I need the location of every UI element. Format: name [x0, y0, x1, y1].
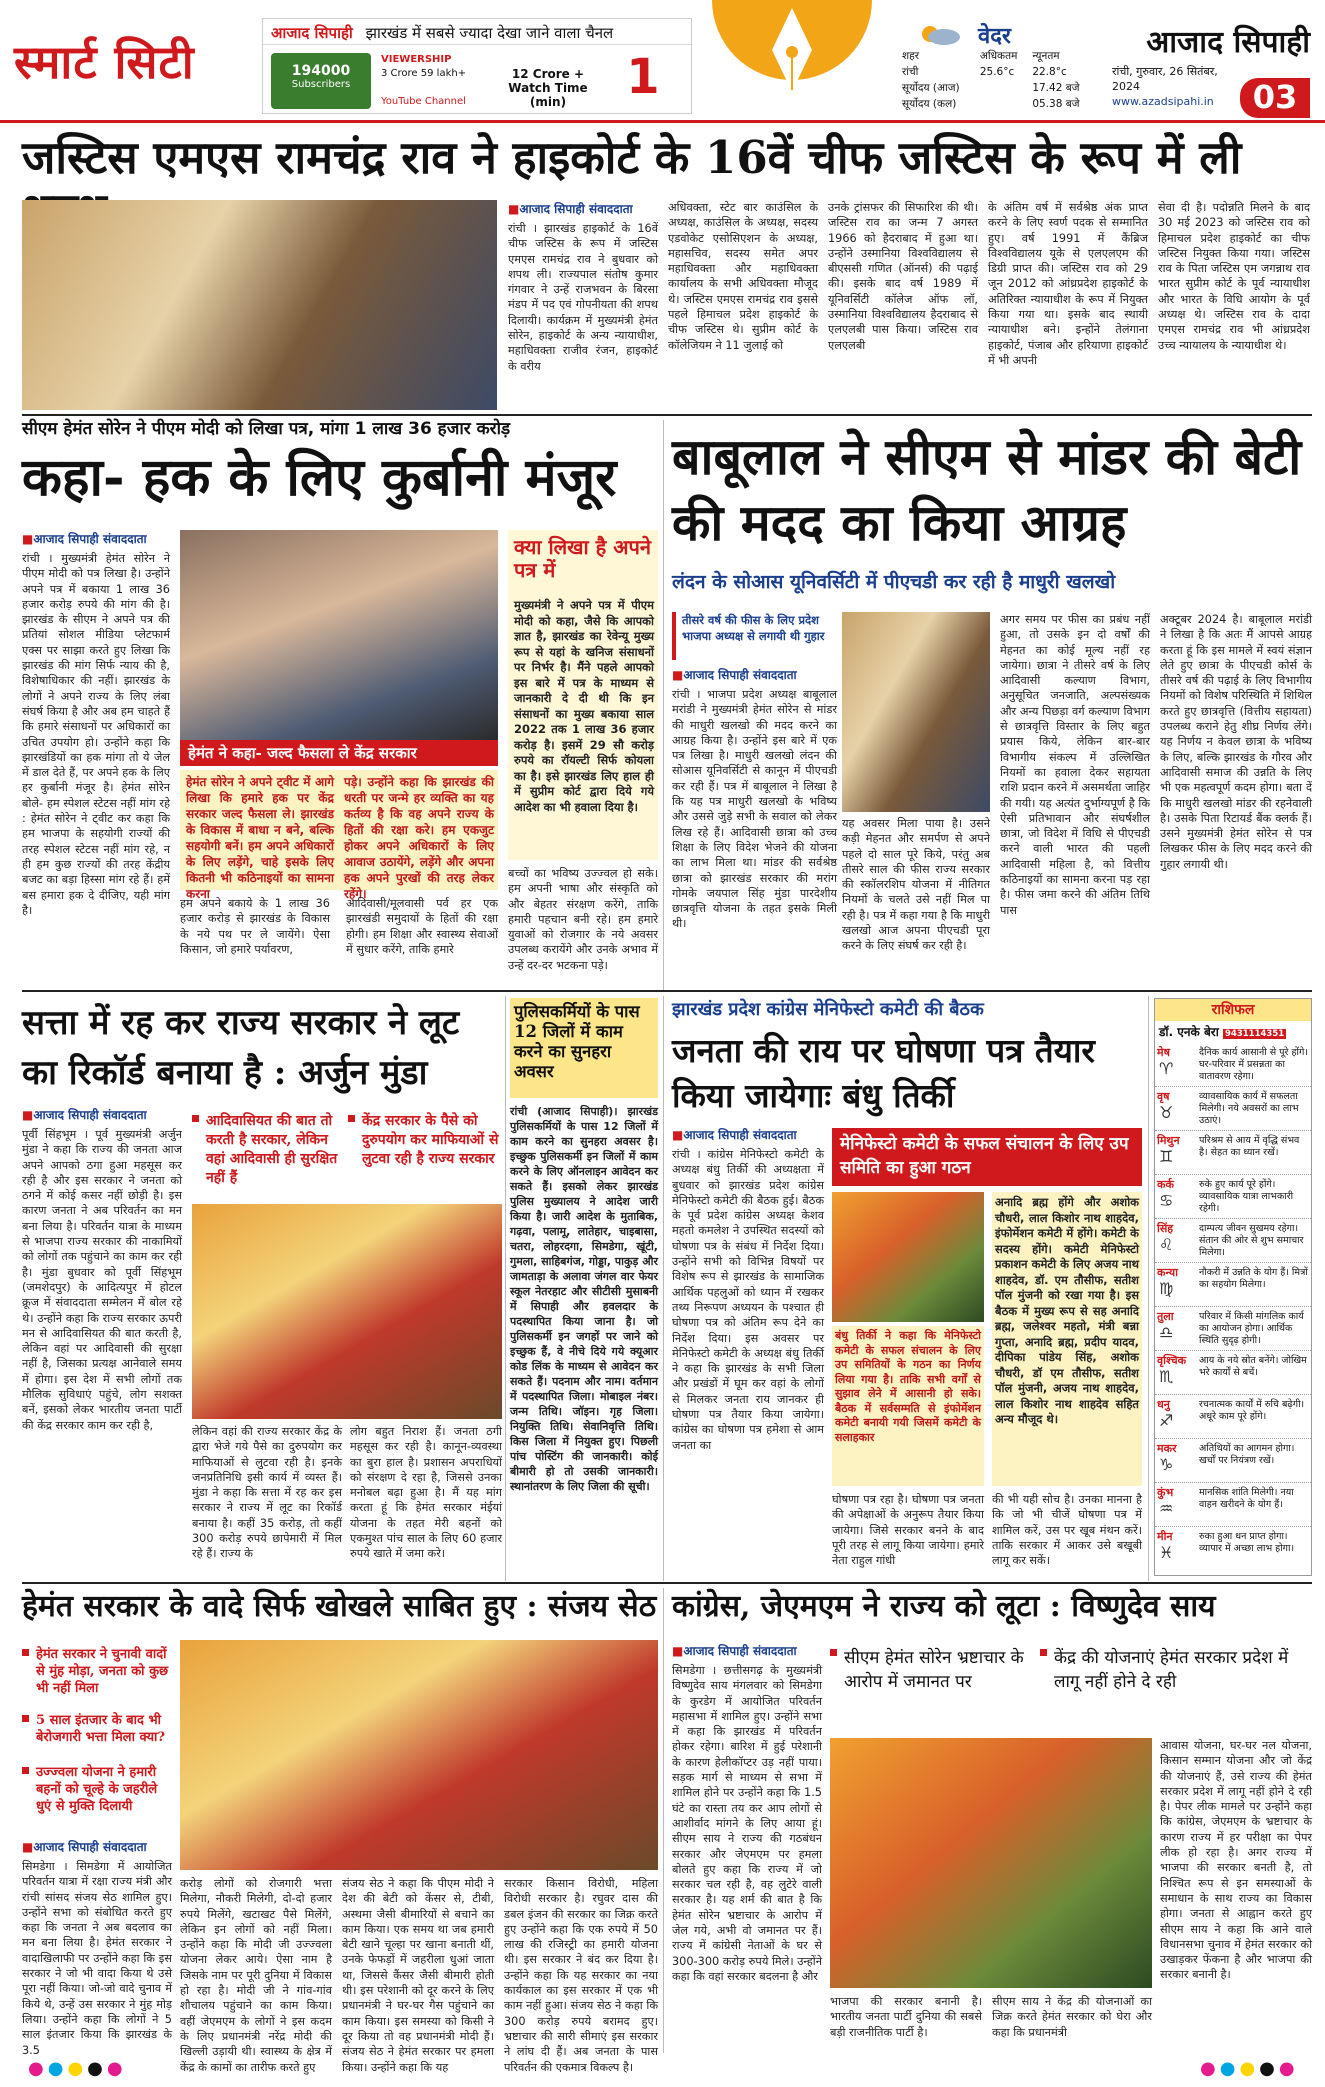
story2-kicker: सीएम हेमंत सोरेन ने पीएम मोदी को लिखा पत्र, मांगा 1 लाख 36 हजार करोड़: [22, 419, 511, 439]
story2-box-title: क्या लिखा है अपने पत्र में: [514, 535, 652, 582]
ad-watch-time: 12 Crore + Watch Time (min): [508, 67, 588, 109]
rashifal-author-line: [1159, 1023, 1309, 1041]
rashi-taurus: [1155, 1087, 1311, 1131]
page-number: 03: [1240, 78, 1310, 118]
story4-quote-1: आदिवासियत की बात तो करती है सरकार, लेकिन वहां आदिवासी ही सुरक्षित नहीं हैं: [192, 1112, 342, 1196]
story1-col1: [508, 200, 658, 410]
ad-viewership-label: VIEWERSHIP: [381, 54, 452, 65]
rashi-text: परिश्रम से आय में वृद्धि संभव है। सेहत का ध्यान रखें।: [1199, 1135, 1300, 1158]
story4-photo: [192, 1204, 502, 1419]
story1-headline: जस्टिस एमएस रामचंद्र राव ने हाइकोर्ट के 16वें चीफ जस्टिस के रूप में ली: [22, 131, 1242, 184]
pen-nib-logo: [702, 0, 882, 120]
capricorn-icon: ♑: [1159, 1455, 1174, 1474]
rashi-aquarius: [1155, 1483, 1311, 1527]
story3-subhead: लंदन के सोआस यूनिवर्सिटी में पीएचडी कर रही है माधुरी खलखो: [672, 571, 1116, 593]
weather-table: [900, 48, 1095, 112]
story2-box-text: मुख्यमंत्री ने अपने पत्र में पीएम मोदी को कहा, जैसे कि आपको ज्ञात है, झारखंड का रेवेन्यू मुख्य रूप से यहां के खनिज संसाधनों पर निर्भर है। मैंने पहले आपको इस बारे में पत्र के माध्यम से जानकारी दे दी थी कि इन संसाधनों का मुख्य बकाया साल 2022 तक 1 लाख 36 हजार करोड़ है। इसमें 29 सौ करोड़ रुपये का रॉयल्टी सिर्फ कोयला का है। इसे झारखंड लिए हाल ही में सुप्रीम कोर्ट द्वारा दिये गये आदेश का भी हवाला दिया है।: [514, 598, 654, 814]
virgo-icon: ♍: [1159, 1279, 1174, 1298]
rashi-text: आय के नये स्रोत बनेंगे। जोखिम भरे कार्यों से बचें।: [1199, 1355, 1307, 1378]
column-divider-4: [1148, 996, 1149, 1581]
column-divider-2: [505, 996, 506, 1581]
rashi-name: धनु: [1157, 1398, 1170, 1411]
story6-headline: जनता की राय पर घोषणा पत्र तैयार किया जायेगाः बंधु तिर्की: [672, 1031, 1095, 1115]
leo-icon: ♌: [1159, 1235, 1174, 1254]
story1-col3: उनके ट्रांसफर की सिफारिश की थी। जस्टिस राव का जन्म 7 अगस्त 1966 को हैदराबाद में हुआ था। उन्होंने उस्मानिया विश्वविद्यालय से बीएससी गणित (ऑनर्स) की पढ़ाई की। इसके बाद वर्ष 1989 में यूनिवर्सिटी कॉलेज ऑफ लॉ, उस्मानिया विश्वविद्यालय हैदराबाद से एलएलबी पास किया। जस्टिस राव एलएलबी: [828, 201, 978, 352]
story7-col2: करोड़ लोगों को रोजगारी भत्ता मिलेगा, नौकरी मिलेगी, दो-दो हजार रुपये मिलेंगे, खटाखट पैसे मिलेंगे, लेकिन इन लोगों को नहीं मिला। उन्होंने कहा कि मोदी जी उज्ज्वला योजना लेकर आये। ऐसा नाम है जिसके नाम पर पूरी दुनिया में विकास हो रहा है। मोदी जी ने गांव-गांव शौचालय पहुंचाने का काम किया। वहीं जेएमएम के लोगों ने इस कदम के लिए प्रधानमंत्री नरेंद्र मोदी की खिल्ली उड़ायी थी। स्वास्थ्य के क्षेत्र में केंद्र के कामों का तारीफ करते हुए: [180, 1877, 332, 2074]
story2-text: रांची । मुख्यमंत्री हेमंत सोरेन ने पीएम मोदी को पत्र लिखा है। उन्होंने अपने पत्र में बकाया 1 लाख 36 हजार करोड़ रुपये की मांग की है। झारखंड के सीएम ने अपने पत्र की प्रतियां सोशल मीडिया प्लेटफार्म एक्स पर साझा करते हुए लिखा कि झारखंड की मांग सिर्फ न्याय की है, विशेषाधिकार की नहीं। झारखंड के लोगों ने अपने राज्य के लिए लंबा संघर्ष किया है और अब हम चाहते हैं कि हमारे संसाधनों पर अधिकारों का उचित उपयोग हो। उन्होंने कहा कि झारखंडियों का हक मांगा तो ये जेल में डाल देते हैं, पर अपने हक के लिए हर कुर्बानी मंजूर है। हेमंत सोरेन बोले- हम स्पेशल स्टेटस नहीं मांग रहे : हेमंत सोरेन ने ट्वीट कर कहा कि हम भाजपा के सहयोगी राज्यों की तरह स्पेशल स्टेटस नहीं मांग रहे, न ही हम कुछ राज्यों की तरह केंद्रीय बजट का बड़ा हिस्सा मांग रहे हैं। हमें बस हमारा हक दे दीजिए, यही मांग है।: [22, 552, 170, 917]
ad-viewership: [381, 53, 481, 109]
story7-byline: ■ आजाद सिपाही संवाददाता: [22, 1838, 172, 1855]
weather-col-min: न्यूनतम: [1032, 50, 1060, 62]
story8-col3: सीएम साय ने केंद्र की योजनाओं का जिक्र करते हेमंत सरकार को घेरा और कहा कि प्रधानमंत्री: [992, 1995, 1152, 2039]
rashi-gemini: [1155, 1131, 1311, 1175]
story2-box-after: बच्चों का भविष्य उज्ज्वल हो सके। हम अपनी भाषा और संस्कृति को और बेहतर संरक्षण करेंगे, ताकि हमारी पहचान बनी रहे। हम हमारे युवाओं को रोजगार के नये अवसर उपलब्ध करायेंगे और उनके अभाव में उन्हें दर-दर भटकना पड़े।: [508, 867, 658, 972]
story4-col1: [22, 1106, 182, 1576]
rashi-sagittarius: [1155, 1395, 1311, 1439]
rashi-name: कर्क: [1157, 1178, 1174, 1191]
mid-rule: [22, 990, 1312, 992]
story6-hl-text: अनादि ब्रह्म होंगे और अशोक चौधरी, लाल किशोर नाथ शाहदेव, इंफोर्मेशन कमेटी में होंगे। कमेटी के सदस्य होंगे। कमेटी मेनिफेस्टो प्रकाशन कमेटी के लिए अजय नाथ शाहदेव, डॉ. एम तौसीफ, सतीश पॉल मुंजनी को रखा गया है। इस बैठक में मुख्य रूप से सह अनादि ब्रह्म, जलेश्वर महतो, मंत्री बन्ना गुप्ता, अनादि ब्रह्म, प्रदीप यादव, दीपिका पांडेय सिंह, अशोक चौधरी, डॉ एम तौसीफ, सतीश पॉल मुंजनी, अजय नाथ शाहदेव, लाल किशोर नाथ शाहदेव सहित अन्य मौजूद थे।: [992, 1192, 1142, 1486]
story2-bottom-left: हम अपने बकाये के 1 लाख 36 हजार करोड़ से झारखंड के विकास के नये पथ पर ले जायेंगे। ऐसा किसान, जो हमारे पर्यावरण,: [180, 897, 330, 956]
story2-byline: ■ आजाद सिपाही संवाददाता: [22, 530, 170, 547]
story1-col5: सेवा दी है। पदोन्नति मिलने के बाद 30 मई 2023 को जस्टिस राव को हिमाचल प्रदेश हाइकोर्ट का चीफ जस्टिस नियुक्त किया गया। जस्टिस राव के पिता जस्टिस एम जगन्नाथ राव भारत सुप्रीम कोर्ट के पूर्व न्यायाधीश और भारत के विधि आयोग के पूर्व अध्यक्ष थे। जस्टिस राव के दादा एमएस रामचंद्र राव भी आंध्रप्रदेश उच्च न्यायालय के न्यायाधीश थे।: [1158, 201, 1310, 352]
weather-col-max: अधिकतम: [979, 50, 1018, 62]
story3-col4: अक्टूबर 2024 है। बाबूलाल मरांडी ने लिखा है कि अतः मैं आपसे आग्रह करता हूं कि इस मामले में स्वयं संज्ञान लेते हुए छात्रा के पीएचडी कोर्स के तीसरे वर्ष की पढ़ाई के लिए विभागीय नियमों को विशेष परिस्थिति में शिथिल करते हुए छात्रवृत्ति (वित्तीय सहायता) उपलब्ध कराने हेतु शीघ्र निर्णय लेंगे। यह निर्णय न केवल छात्रा के भविष्य के लिए, बल्कि झारखंड के गौरव और आदिवासी समाज की उन्नति के लिए भी एक महत्वपूर्ण कदम होगा। बता दें कि माधुरी खलखो मांडर की रहनेवाली है। उसके पिता रिटायर्ड बैंक क्लर्क हैं। उसने मुख्यमंत्री हेमंत सोरेन से पत्र लिखकर फीस के लिए मदद करने की गुहार लगायी थी।: [1160, 613, 1312, 871]
story3-photo: [842, 612, 990, 812]
rashi-aries: [1155, 1043, 1311, 1087]
story6-redband: मेनिफेस्टो कमेटी के सफल संचालन के लिए उप समिति का हुआ गठन: [832, 1128, 1142, 1186]
story7-quote-1: हेमंत सरकार ने चुनावी वादों से मुंह मोड़ा, जनता को कुछ भी नहीं मिला: [22, 1646, 172, 1706]
rashi-libra: [1155, 1307, 1311, 1351]
story4-text: पूर्वी सिंहभूम । पूर्व मुख्यमंत्री अर्जुन मुंडा ने कहा कि राज्य की जनता आज अपने आपको ठगा हुआ महसूस कर रही है और इस सरकार ने जनता को ठगने में कोई कसर नहीं छोड़ी है। इस कारण जनता ने अब परिवर्तन का मन बना लिया है। परिवर्तन यात्रा के माध्यम से भाजपा राज्य सरकार की नाकामियों को लोगों तक पहुंचाने का काम कर रही है। मुंडा बुधवार को पूर्वी सिंहभूम (जमशेदपुर) के आदित्यपुर में होटल क्रूज में संवाददाता सम्मेलन में बोल रहे थे। उन्होंने कहा कि राज्य सरकार ऊपरी मन से आदिवासियत की बात करती है, लेकिन वहां पर आदिवासी की सुरक्षा नहीं है, जिसका प्रत्यक्ष आनेवाले समय में होगा। इस देश में सभी लोगों तक मौलिक सुविधाएं पहुंचे, लोग सशक्त बनें, इसको लेकर भारतीय जनता पार्टी की केंद्र सरकार काम कर रही है,: [22, 1128, 182, 1432]
story6-text: रांची । कांग्रेस मेनिफेस्टो कमेटी के अध्यक्ष बंधु तिर्की की अध्यक्षता में बुधवार को झारखंड प्रदेश कांग्रेस मेनिफेस्टो कमेटी की बैठक हुई। बैठक के पूर्व प्रदेश कांग्रेस अध्यक्ष केशव महतो कमलेश ने उपस्थित सदस्यों को घोषणा पत्र के संबंध में निर्देश दिया। उन्होंने सभी को विभिन्न विषयों पर विशेष रूप से झारखंड के सामाजिक आर्थिक पहलुओं को ध्यान में रखकर तथ्य निरूपण अध्ययन के पश्चात ही घोषणा पत्र को अंतिम रूप देने का निर्देश दिया। इस अवसर पर मेनिफेस्टो कमेटी के अध्यक्ष बंधु तिर्की ने कहा कि झारखंड के सभी जिला और प्रखंडों में घूम कर वहां के लोगों से मिलकर जनता राय जानकर ही घोषणा पत्र तैयार किया जायेगा। कांग्रेस का घोषणा पत्र हमेशा से आम जनता का: [672, 1148, 824, 1452]
story6-photo-caption: बंधु तिर्की ने कहा कि मेनिफेस्टो कमेटी के सफल संचालन के लिए उप समितियों के गठन का निर्णय लिया गया है। ताकि सभी वर्गों से सुझाव लेने में आसानी हो सके। बैठक में सर्वसम्मति से इंफोर्मेशन कमेटी बनायी गयी जिसमें कमेटी के सलाहकार: [832, 1326, 984, 1486]
rashifal-author: डॉ. एनके बेरा: [1159, 1025, 1219, 1039]
paper-name: आजाद सिपाही: [1146, 25, 1310, 60]
rashifal-phone: 9431114351: [1225, 1029, 1285, 1039]
rashi-text: मानसिक शांति मिलेगी। नया वाहन खरीदने के योग हैं।: [1199, 1487, 1294, 1510]
story4-byline: ■ आजाद सिपाही संवाददाता: [22, 1106, 182, 1123]
bottom-rule: [22, 1582, 1312, 1584]
cloud-sun-icon: [910, 22, 966, 46]
aquarius-icon: ♒: [1159, 1499, 1174, 1518]
dateline: [1100, 64, 1230, 108]
sunrise-tomorrow-label: सूर्योदय (कल): [902, 98, 957, 110]
rashi-text: रुका हुआ धन प्राप्त होगा। व्यापार में अच्छा लाभ होगा।: [1199, 1531, 1295, 1554]
story8-col1: [672, 1642, 822, 2050]
ad-top-line: [263, 19, 691, 45]
story4-quote-2: केंद्र सरकार के पैसे को दुरुपयोग कर माफियाओं से लुटवा रही है राज्य सरकार: [348, 1112, 500, 1196]
story4-col2: लेकिन वहां की राज्य सरकार केंद्र के द्वारा भेजे गये पैसे का दुरुपयोग कर माफियाओं से लुटवा रही है। इनके जनप्रतिनिधि इसी कार्य में व्यस्त हैं। मुंडा ने कहा कि सत्ता में रह कर इस सरकार ने राज्य में लूट का रिकॉर्ड बनाया है। कहीं 35 करोड़, तो कहीं 300 करोड़ रुपये छापेमारी में मिल रहे हैं। राज्य के: [192, 1425, 342, 1561]
column-divider-5: [663, 1588, 664, 2053]
weather-title: वेदर: [978, 24, 1011, 49]
registration-dots-left: ●●●●●: [28, 2058, 127, 2079]
rashi-name: सिंह: [1157, 1222, 1174, 1235]
story1-photo: [22, 200, 497, 410]
ad-youtube: YouTube Channel: [381, 96, 466, 107]
pisces-icon: ♓: [1159, 1543, 1174, 1562]
sunrise-label: सूर्योदय (आज): [902, 82, 960, 94]
ad-channel-name: आजाद सिपाही: [271, 24, 353, 42]
ad-subscribers-badge: [271, 53, 371, 109]
rashi-name: कुंभ: [1157, 1486, 1174, 1499]
weather-box: [900, 20, 1095, 116]
story1-byline: ■ आजाद सिपाही संवाददाता: [508, 200, 658, 217]
rashi-capricorn: [1155, 1439, 1311, 1483]
story2-photo: [180, 530, 498, 740]
rashi-name: मकर: [1157, 1442, 1177, 1455]
story7-col3: संजय सेठ ने कहा कि पीएम मोदी ने देश की बेटी को केंसर से, टीबी, अस्थमा जैसी बीमारियों से बचाने का काम किया। एक समय था जब हमारी बेटी खाने चूल्हा पर खाना बनाती थीं, उनके फेफड़ों में जहरीला धुआं जाता था, जिससे कैंसर जैसी बीमारी होती थी। इस परेशानी को दूर करने के लिए प्रधानमंत्री ने घर-घर गैस पहुंचाने का काम किया। इस समस्या को किसी ने दूर किया तो वह प्रधानमंत्री मोदी हैं। संजय सेठ ने हेमंत सरकार पर हमला किया। उन्होंने कहा कि यह: [342, 1877, 494, 2074]
rashifal-box: [1154, 998, 1312, 1576]
story3-col3: अगर समय पर फीस का प्रबंध नहीं हुआ, तो उसके इन दो वर्षों की मेहनत का कोई मूल्य नहीं रह जायेगा। छात्रा ने तीसरे वर्ष के लिए आदिवासी कल्याण विभाग, अनुसूचित जनजाति, अल्पसंख्यक और अन्य पिछड़ा वर्ग कल्याण विभाग से छात्रवृत्ति विस्तार के लिए बहुत प्रयास किये, लेकिन बार-बार विभागीय संकल्प में उल्लिखित नियमों का हवाला देकर सहायता राशि प्रदान करने में असमर्थता जाहिर की गयी। यह अत्यंत दुर्भाग्यपूर्ण है कि ऐसी प्रतिभावान और संघर्षशील छात्रा, जो विदेश में विधि से पीएचडी करने वाली भारत की पहली आदिवासी महिला है, को वित्तीय कठिनाइयों का सामना करना पड़ रहा है। फीस जमा करने की अंतिम तिथि पास: [1000, 613, 1150, 917]
story2-bottom-right: आदिवासी/मूलवासी पर्व हर एक झारखंडी समुदायों के हितों की रक्षा होगी। हम शिक्षा और स्वास्थ्य सेवाओं में सुधार करेंगे, ताकि हमारे: [346, 897, 498, 956]
rashi-name: वृष: [1157, 1090, 1170, 1103]
story7-col4: सरकार किसान विरोधी, महिला विरोधी सरकार है। रघुवर दास की डबल इंजन की सरकार का जिक्र करते हुए उन्होंने कहा कि एक रुपये में 50 लाख की रजिस्ट्री का हमारी योजना थी। इस सरकार ने बंद कर दिया है। उन्होंने कहा कि यह सरकार का नया कार्यकाल का इस सरकार में एक भी काम नहीं हुआ। संजय सेठ ने कहा कि 300 करोड़ रुपये बरामद हुए। भ्रष्टाचार की सारी सीमाएं इस सरकार ने लांघ दी हैं। अब जनता के पास परिवर्तन की एकमात्र विकल्प है।: [504, 1877, 658, 2074]
weather-max: 25.6°c: [979, 66, 1015, 78]
ad-tagline: झारखंड में सबसे ज्यादा देखा जाने वाला चैनल: [365, 24, 614, 42]
rashi-name: तुला: [1157, 1310, 1174, 1323]
ad-views: 3 Crore 59 lakh+: [381, 68, 467, 79]
story8-quote-2: केंद्र की योजनाएं हेमंत सरकार प्रदेश में लागू नहीं होने दे रही: [1040, 1646, 1312, 1730]
story1-rule: [22, 414, 1312, 416]
rashi-text: नौकरी में उन्नति के योग हैं। मित्रों का सहयोग मिलेगा।: [1199, 1267, 1308, 1290]
story3-byline: ■ आजाद सिपाही संवाददाता: [672, 666, 837, 683]
gemini-icon: ♊: [1159, 1147, 1174, 1166]
story1-text-1: रांची । झारखंड हाइकोर्ट के 16वें चीफ जस्टिस के रूप में जस्टिस एमएस रामचंद्र राव ने बुधवार को शपथ ली। राज्यपाल संतोष कुमार गंगवार ने उन्हें राजभवन के बिरसा मंडप में पद एवं गोपनीयता की शपथ दिलायी। कार्यक्रम में मुख्यमंत्री हेमंत सोरेन, हाइकोर्ट के अन्य न्यायाधीश, महाधिवक्ता राजीव रंजन, हाइकोर्ट के वरीय: [508, 222, 658, 373]
story2-headline: कहा- हक के लिए कुर्बानी मंजूर: [22, 447, 617, 508]
story8-col2: भाजपा की सरकार बनानी है। भारतीय जनता पार्टी दुनिया की सबसे बड़ी राजनीतिक पार्टी है।: [830, 1995, 982, 2039]
rashi-text: रचनात्मक कार्यों में रुचि बढ़ेगी। अधूरे काम पूरे होंगे।: [1199, 1399, 1305, 1422]
channel-ad: [262, 18, 692, 114]
ad-subscribers-label: Subscribers: [291, 79, 351, 90]
registration-dots-right: ●●●●●: [1200, 2058, 1299, 2079]
story4-headline: सत्ता में रह कर राज्य सरकार ने लूट का रिकॉर्ड बनाया है : अर्जुन मुंडा: [22, 1003, 460, 1093]
story6-kicker: झारखंड प्रदेश कांग्रेस मेनिफेस्टो कमेटी की बैठक: [672, 999, 984, 1020]
rashi-name: वृश्चिक: [1157, 1354, 1187, 1367]
story6-col1-cont: [672, 1492, 824, 1576]
rashi-name: कन्या: [1157, 1266, 1178, 1279]
story7-text-1: सिमडेगा । सिमडेगा में आयोजित परिवर्तन यात्रा में रक्षा राज्य मंत्री और रांची सांसद संजय सेठ शामिल हुए। उन्होंने सभा को संबोधित करते हुए कहा कि जनता ने अब बदलाव का मन बना लिया है। हेमंत सरकार ने वादाखिलाफी पर उन्होंने कहा कि इस सरकार ने जो भी वादा किया थे उसे पूरा नहीं किया। जो-जो वादे चुनाव में किये थे, उन्हें उस सरकार ने मुंह मोड़ लिया। उन्होंने कहा कि लोगों ने 5 साल इंतजार किया कि झारखंड के 3.5: [22, 1860, 172, 2057]
story7-headline: हेमंत सरकार के वादे सिर्फ खोखले साबित हुए : संजय सेठ: [22, 1589, 657, 1624]
story3-text-1: रांची । भाजपा प्रदेश अध्यक्ष बाबूलाल मरांडी ने मुख्यमंत्री हेमंत सोरेन से मांडर की माधुरी खलखो की मदद करने का आग्रह किया है। उन्होंने इस बारे में एक पत्र लिखा है। माधुरी खलखो लंदन की सोआस यूनिवर्सिटी से कानून में पीएचडी कर रही हैं। पत्र में बाबूलाल ने लिखा है कि यह पत्र माधुरी खलखो के भविष्य और उससे जुड़े सभी के सवाल को लेकर लिख रहे हैं। आदिवासी छात्रा को उच्च शिक्षा के लिए विदेश भेजने की योजना का लाभ मिला था। मांडर की सर्वश्रेष्ठ छात्रा को झारखंड सरकार की मरांग गोमके जयपाल सिंह मुंडा पारदेशीय छात्रवृत्ति योजना के तहत इसके मिली थी।: [672, 688, 837, 931]
story5-text: रांची (आजाद सिपाही)। झारखंड पुलिसकर्मियों के पास 12 जिलों में काम करने का सुनहरा अवसर है। इच्छुक पुलिसकर्मी इन जिलों में काम करने के लिए ऑनलाइन आवेदन कर सकते हैं। इसको लेकर झारखंड पुलिस मुख्यालय ने आदेश जारी किया है। जारी आदेश के मुताबिक, गढ़वा, पलामू, लातेहार, चाइबासा, चतरा, लोहरदगा, सिमडेगा, खूंटी, गुमला, साहिबगंज, गोड्डा, पाकुड़ और जामताड़ा के अलावा जंगल वार फेयर स्कूल नेतरहाट और सीटीसी मुसाबनी में सिपाही और हवलदार के पदस्थापित किया जाना है। जो पुलिसकर्मी इन जगहों पर जाने को इच्छुक हैं, वे नीचे दिये गये क्यूआर कोड लिंक के माध्यम से आवेदन कर सकते हैं। पदनाम और नाम। वर्तमान में पदस्थापित जिला। मोबाइल नंबर। जन्म तिथि। जॉइन। गृह जिला। नियुक्ति तिथि। सेवानिवृत्ति तिथि। किस जिला में नियुक्त हुए। पिछली पांच पोस्टिंग की जानकारी। कोई बीमारी हो तो उसकी जानकारी। स्थानांतरण के लिए जिला की सूची।: [510, 1105, 658, 1493]
story2-col1: [22, 530, 170, 985]
story1-col2: अधिवक्ता, स्टेट बार काउंसिल के अध्यक्ष, काउंसिल के अध्यक्ष, सदस्य एडवोकेट एसोसिएशन के अध्यक्ष, महासचिव, सदस्य समेत अपर महाधिवक्ता और महाधिवक्ता कार्यालय के सभी अधिवक्ता मौजूद थे। जस्टिस एमएस रामचंद्र राव इससे पहले हिमाचल प्रदेश हाइकोर्ट के चीफ जस्टिस थे। सुप्रीम कोर्ट के कॉलेजियम ने 11 जुलाई को: [668, 201, 818, 352]
story1-col4: के अंतिम वर्ष में सर्वश्रेष्ठ अंक प्राप्त करने के लिए स्वर्ण पदक से सम्मानित हुए। वर्ष 1991 में कैंब्रिज विश्वविद्यालय यूके से एलएलएम की डिग्री प्राप्त की। जस्टिस राव को 29 जून 2012 को आंध्रप्रदेश हाइकोर्ट के अतिरिक्त न्यायाधीश के रूप में नियुक्त किया गया था। इसके बाद स्थायी न्यायाधीश बने। इन्होंने तेलंगाना हाइकोर्ट, पंजाब और हरियाणा हाइकोर्ट में भी अपनी: [988, 201, 1148, 367]
website: www.azadsipahi.in: [1112, 95, 1214, 108]
weather-min: 22.8°c: [1032, 66, 1067, 78]
rashi-text: दैनिक कार्य आसानी से पूरे होंगे। घर-परिवार में प्रसन्नता का वातावरण रहेगा।: [1199, 1047, 1308, 1082]
weather-col-city: शहर: [902, 50, 920, 62]
libra-icon: ♎: [1159, 1323, 1174, 1342]
rashi-pisces: [1155, 1527, 1311, 1571]
scorpio-icon: ♏: [1159, 1367, 1174, 1386]
rashi-text: रुके हुए कार्य पूरे होंगे। व्यावसायिक यात्रा लाभकारी रहेगी।: [1199, 1179, 1294, 1214]
story8-headline: कांग्रेस, जेएमएम ने राज्य को लूटा : विष्णुदेव साय: [672, 1589, 1216, 1624]
story3-col1: [672, 666, 837, 986]
story4-col3: लोग बहुत निराश हैं। जनता ठगी महसूस कर रही है। कानून-व्यवस्था का बुरा हाल है। प्रशासन अपराधियों को संरक्षण दे रहा है, जिससे उनका मनोबल बढ़ा हुआ है। मैं यह मांग करता हूं कि हेमंत सरकार मंईयां योजना के तहत मेरी बहनों को एकमुश्त पांच साल के लिए 60 हजार रुपये खाते में जमा करे।: [350, 1425, 502, 1561]
sunrise-tomorrow-time: 05.38 बजे: [1032, 98, 1080, 110]
rashi-text: परिवार में किसी मांगलिक कार्य का आयोजन होगा। आर्थिक स्थिति सुदृढ़ होगी।: [1199, 1311, 1304, 1346]
story7-photo: [180, 1640, 658, 1870]
story8-text-1: सिमडेगा । छत्तीसगढ़ के मुख्यमंत्री विष्णुदेव साय मंगलवार को सिमडेगा के कुरडेग में आयोजित परिवर्तन महासभा में शामिल हुए। उन्होंने सभा में कहा कि झारखंड में परिवर्तन होकर रहेगा। बारिश में हुई परेशानी के कारण हेलीकॉप्टर उड़ नहीं पाया। सड़क मार्ग से माध्यम से सभा में शामिल होने पर उन्होंने कहा कि 1.5 घंटे का रास्ता तय कर आप लोगों से आशीर्वाद मांगने के लिए आया हूं। सीएम साय ने राज्य की गठबंधन सरकार और जेएमएम पर हमला बोलते हुए कहा कि राज्य में जो सरकार चल रही है, वह लुटेरे वाली सरकार है। यह शर्म की बात है कि हेमंत सोरेन भ्रष्टाचार के आरोप में जेल गये, अभी वो जमानत पर हैं। राज्य में कांग्रेसी नेताओं के घर से 300-300 करोड़ रुपये मिले। उन्होंने कहा कि वहां सरकार बदलना है और: [672, 1664, 822, 1983]
aries-icon: ♈: [1159, 1059, 1174, 1078]
rashi-name: मीन: [1157, 1530, 1173, 1543]
story8-byline: ■ आजाद सिपाही संवाददाता: [672, 1642, 822, 1659]
story3-col2: यह अवसर मिला पाया है। उसने कड़ी मेहनत और समर्पण से अपने पहले दो साल पूरे किये, परंतु अब तीसरे साल की फीस राज्य सरकार की स्कॉलरशिप योजना में नीतिगत नियमों के चलते उसे नहीं मिल पा रही है। पत्र में कहा गया है कि माधुरी खलखो आज अपना पीएचडी पूरा करने के लिए संघर्ष कर रही है।: [842, 817, 990, 953]
story2-mid-left: हेमंत सोरेन ने अपने ट्वीट में आगे लिखा कि हमारे हक पर केंद्र सरकार जल्द फैसला ले। झारखंड के विकास में बाधा न बने, बल्कि सहयोगी बनें। हम अपने अधिकारों के लिए लड़ेंगे, चाहे इसके लिए कितनी भी कठिनाइयों का सामना करना: [186, 775, 334, 901]
rashifal-list: [1155, 1043, 1311, 1575]
ad-subscribers-count: 194000: [291, 63, 351, 79]
rashi-text: अतिथियों का आगमन होगा। खर्चों पर नियंत्रण रखें।: [1199, 1443, 1295, 1466]
rashi-text: दाम्पत्य जीवन सुखमय रहेगा। संतान की ओर से शुभ समाचार मिलेगा।: [1199, 1223, 1304, 1258]
taurus-icon: ♉: [1159, 1103, 1174, 1122]
story7-quote-3: उज्ज्वला योजना ने हमारी बहनों को चूल्हे के जहरीले धुएं से मुक्ति दिलायी: [22, 1764, 172, 1832]
story5-headline: पुलिसकर्मियों के पास 12 जिलों में काम करने का सुनहरा अवसर: [510, 998, 658, 1098]
sunrise-time: 17.42 बजे: [1032, 82, 1080, 94]
date-text: रांची, गुरुवार, 26 सितंबर, 2024: [1112, 65, 1218, 93]
column-divider-3: [663, 996, 664, 1581]
story6-photo: [832, 1192, 984, 1322]
cancer-icon: ♋: [1159, 1191, 1174, 1210]
story8-col4: आवास योजना, घर-घर नल योजना, किसान सम्मान योजना और जो केंद्र की योजनाएं हैं, उसे राज्य की हेमंत सरकार प्रदेश में लागू नहीं होने दे रही है। पेपर लीक मामले पर उन्होंने कहा कि कांग्रेस, जेएमएम के भ्रष्टाचार के कारण राज्य में हर परीक्षा का पेपर लीक हो रहा है। अगर राज्य में भाजपा की सरकार बनती है, तो निश्चित रूप से इन समस्याओं के समाधान के साथ राज्य का विकास होगा। जनता से आह्वान करते हुए सीएम साय ने कहा कि आने वाले विधानसभा चुनाव में हेमंत सरकार को उखाड़कर फेंकना है और भाजपा की सरकार बनानी है।: [1160, 1739, 1312, 1982]
section-brand: स्मार्ट सिटी: [14, 35, 195, 89]
story6-col1: [672, 1126, 824, 1486]
rashi-cancer: [1155, 1175, 1311, 1219]
story6-col3: की भी यही सोच है। उनका मानना है कि जो भी चीजें घोषणा पत्र में शामिल करें, उस पर खूब मंथन करें। ताकि सरकार में आकर उसे बखूबी लागू कर सकें।: [992, 1493, 1142, 1568]
rashifal-title: राशिफल: [1155, 999, 1311, 1021]
rashi-scorpio: [1155, 1351, 1311, 1395]
rashi-name: मेष: [1157, 1046, 1170, 1059]
story8-photo: [830, 1738, 1152, 1988]
story6-byline: ■ आजाद सिपाही संवाददाता: [672, 1126, 824, 1143]
weather-city: रांची: [902, 66, 919, 78]
rashi-virgo: [1155, 1263, 1311, 1307]
column-divider: [663, 420, 664, 990]
story7-quote-2: 5 साल इंतजार के बाद भी बेरोजगारी भत्ता मिला क्या?: [22, 1712, 172, 1758]
rashi-text: व्यावसायिक कार्य में सफलता मिलेगी। नये अवसरों का लाभ उठाएं।: [1199, 1091, 1299, 1126]
story3-headline: बाबूलाल ने सीएम से मांडर की बेटी की मदद का किया आग्रह: [672, 427, 1302, 552]
masthead-rule: [0, 120, 1325, 123]
ad-rank-badge: 1: [626, 49, 660, 105]
sagittarius-icon: ♐: [1159, 1411, 1174, 1430]
story7-col1: [22, 1838, 172, 2057]
story6-col2: घोषणा पत्र रहा है। घोषणा पत्र जनता की अपेक्षाओं के अनुरूप तैयार किया जायेगा। जिसे सरकार बनने के बाद पूरी तरह से लागू किया जायेगा। हमारे नेता राहुल गांधी: [832, 1493, 984, 1568]
story3-tag: तीसरे वर्ष की फीस के लिए प्रदेश भाजपा अध्यक्ष से लगायी थी गुहार: [672, 612, 837, 660]
story2-mid-right: पड़े। उन्होंने कहा कि झारखंड की धरती पर जन्मे हर व्यक्ति का यह कर्तव्य है कि वह अपने राज्य के हितों की रक्षा करे। हम एकजुट होकर अपने अधिकारों के लिए आवाज उठायेंगे, लड़ेंगे और अपना हक अपने पुरखों की तरह लेकर रहेंगे।: [344, 775, 494, 901]
rashi-name: मिथुन: [1157, 1134, 1180, 1147]
story2-photo-caption: हेमंत ने कहा- जल्द फैसला ले केंद्र सरकार: [180, 740, 498, 766]
rashi-leo: [1155, 1219, 1311, 1263]
story8-quote-1: सीएम हेमंत सोरेन भ्रष्टाचार के आरोप में जमानत पर: [830, 1646, 1030, 1730]
